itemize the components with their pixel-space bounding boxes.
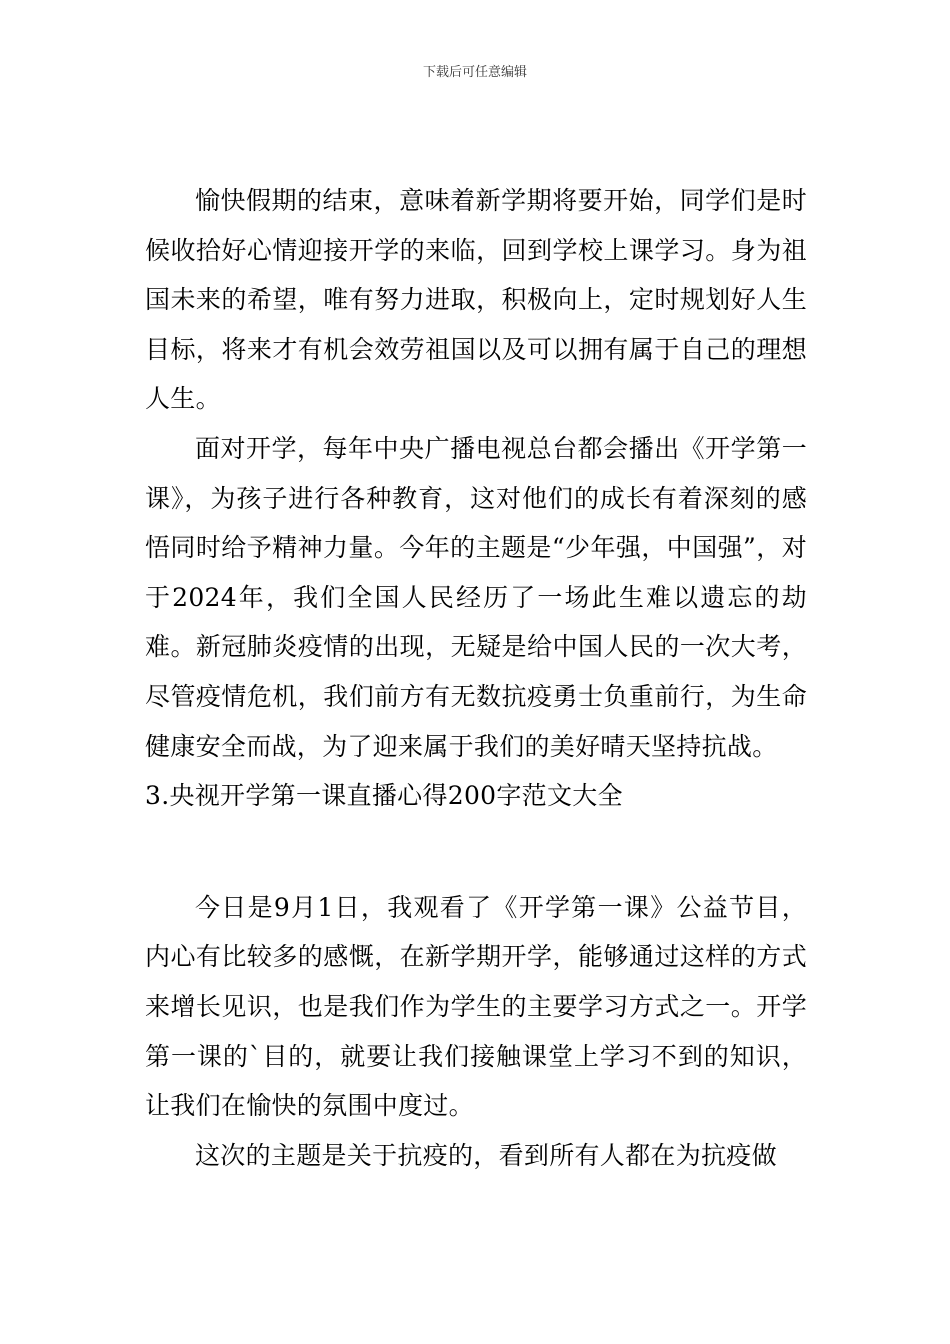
section-heading: 3.央视开学第一课直播心得200字范文大全 (145, 781, 623, 811)
section-paragraph-1: 今日是9月1日，我观看了《开学第一课》公益节目，内心有比较多的感慨，在新学期开学，能够通过这样的方式来增长见识，也是我们作为学生的主要学习方式之一。开学第一课的`目的，就要让我们接触课堂上学习不到的知识，让我们在愉快的氛围中度过。 (145, 892, 807, 1121)
page-header: 下载后可任意编辑 (422, 65, 527, 80)
paragraph-1: 愉快假期的结束，意味着新学期将要开始，同学们是时候收拾好心情迎接开学的来临，回到学校上课学习。身为祖国未来的希望，唯有努力进取，积极向上，定时规划好人生目标，将来才有机会效劳祖国以及可以拥有属于自己的理想人生。 (145, 186, 807, 414)
paragraph-2: 面对开学，每年中央广播电视总台都会播出《开学第一课》，为孩子进行各种教育，这对他们的成长有着深刻的感悟同时给予精神力量。今年的主题是“少年强，中国强”，对于2024年，我们全国人民经历了一场此生难以遗忘的劫难。新冠肺炎疫情的出现，无疑是给中国人民的一次大考，尽管疫情危机，我们前方有无数抗疫勇士负重前行，为生命健康安全而战，为了迎来属于我们的美好晴天坚持抗战。 (145, 433, 807, 761)
blank-line (145, 821, 807, 883)
section-paragraph-2: 这次的主题是关于抗疫的，看到所有人都在为抗疫做 (195, 1140, 777, 1170)
document-body (145, 176, 807, 1180)
